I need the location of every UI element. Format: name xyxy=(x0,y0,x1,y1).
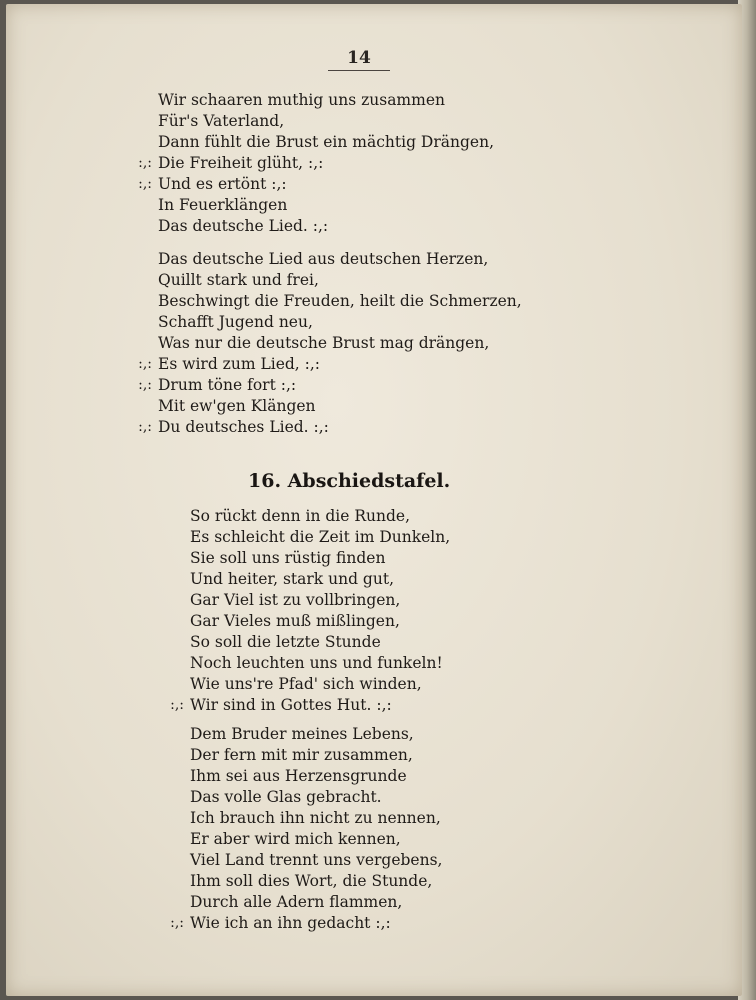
verse-text: Mit ew'gen Klängen xyxy=(158,397,316,415)
verse-text: So rückt denn in die Runde, xyxy=(190,507,410,525)
verse-line xyxy=(158,195,494,216)
verse-line xyxy=(170,695,450,716)
verse-text: Wir sind in Gottes Hut. :,: xyxy=(190,696,392,714)
verse-text: Ihm soll dies Wort, die Stunde, xyxy=(190,872,433,890)
verse-line xyxy=(190,871,442,892)
verse-line xyxy=(158,249,522,270)
verse-text: Und es ertönt :,: xyxy=(158,175,287,193)
repeat-marker: :,: xyxy=(138,356,152,372)
verse-text: Wie ich an ihn gedacht :,: xyxy=(190,914,391,932)
verse-text: Durch alle Adern flammen, xyxy=(190,893,403,911)
verse-line xyxy=(190,745,442,766)
verse-text: Es wird zum Lied, :,: xyxy=(158,355,321,373)
verse-line xyxy=(138,153,494,174)
verse-text: Beschwingt die Freuden, heilt die Schmerzen, xyxy=(158,292,522,310)
verse-line xyxy=(170,913,442,934)
verse-text: Das deutsche Lied. :,: xyxy=(158,217,329,235)
verse-line xyxy=(190,527,450,548)
verse-text: Sie soll uns rüstig finden xyxy=(190,549,386,567)
verse-line xyxy=(158,216,494,237)
verse-line xyxy=(190,766,442,787)
verse-line xyxy=(190,590,450,611)
verse-text: Er aber wird mich kennen, xyxy=(190,830,401,848)
verse-text: Gar Viel ist zu vollbringen, xyxy=(190,591,401,609)
stanza-1 xyxy=(138,90,494,237)
repeat-marker: :,: xyxy=(170,697,184,713)
verse-line xyxy=(138,174,494,195)
verse-text: Noch leuchten uns und funkeln! xyxy=(190,654,443,672)
verse-text: Das volle Glas gebracht. xyxy=(190,788,382,806)
verse-line xyxy=(190,506,450,527)
verse-text: Das deutsche Lied aus deutschen Herzen, xyxy=(158,250,489,268)
verse-line xyxy=(158,291,522,312)
stanza-4 xyxy=(170,724,443,934)
book-page xyxy=(6,4,742,996)
verse-text: Ich brauch ihn nicht zu nennen, xyxy=(190,809,441,827)
verse-text: Viel Land trennt uns vergebens, xyxy=(190,851,443,869)
verse-line xyxy=(158,333,522,354)
verse-line xyxy=(190,674,450,695)
verse-text: Schafft Jugend neu, xyxy=(158,313,313,331)
verse-text: In Feuerklängen xyxy=(158,196,288,214)
verse-text: Ihm sei aus Herzensgrunde xyxy=(190,767,407,785)
repeat-marker: :,: xyxy=(170,915,184,931)
stanza-3 xyxy=(170,506,451,716)
verse-line xyxy=(190,724,442,745)
verse-line xyxy=(190,548,450,569)
verse-text: So soll die letzte Stunde xyxy=(190,633,381,651)
verse-line xyxy=(190,632,450,653)
verse-text: Und heiter, stark und gut, xyxy=(190,570,394,588)
verse-line xyxy=(158,132,494,153)
verse-line xyxy=(138,354,522,375)
verse-line xyxy=(138,375,522,396)
verse-line xyxy=(190,569,450,590)
repeat-marker: :,: xyxy=(138,419,152,435)
verse-line xyxy=(190,611,450,632)
verse-line xyxy=(190,808,442,829)
verse-text: Der fern mit mir zusammen, xyxy=(190,746,413,764)
repeat-marker: :,: xyxy=(138,377,152,393)
verse-line xyxy=(158,90,494,111)
verse-line xyxy=(138,417,522,438)
verse-line xyxy=(158,270,522,291)
page-number: 14 xyxy=(328,48,390,71)
verse-text: Gar Vieles muß mißlingen, xyxy=(190,612,400,630)
verse-text: Es schleicht die Zeit im Dunkeln, xyxy=(190,528,451,546)
verse-line xyxy=(190,829,442,850)
repeat-marker: :,: xyxy=(138,176,152,192)
verse-text: Dem Bruder meines Lebens, xyxy=(190,725,414,743)
verse-line xyxy=(190,653,450,674)
song-title: 16. Abschiedstafel. xyxy=(248,470,451,492)
verse-line xyxy=(190,787,442,808)
verse-text: Für's Vaterland, xyxy=(158,112,285,130)
verse-line xyxy=(158,396,522,417)
verse-text: Drum töne fort :,: xyxy=(158,376,297,394)
verse-line xyxy=(158,312,522,333)
verse-line xyxy=(190,892,442,913)
verse-text: Wir schaaren muthig uns zusammen xyxy=(158,91,445,109)
repeat-marker: :,: xyxy=(138,155,152,171)
verse-text: Wie uns're Pfad' sich winden, xyxy=(190,675,422,693)
verse-text: Was nur die deutsche Brust mag drängen, xyxy=(158,334,490,352)
verse-line xyxy=(158,111,494,132)
verse-text: Quillt stark und frei, xyxy=(158,271,319,289)
verse-text: Dann fühlt die Brust ein mächtig Drängen, xyxy=(158,133,494,151)
verse-line xyxy=(190,850,442,871)
verse-text: Die Freiheit glüht, :,: xyxy=(158,154,324,172)
stanza-2 xyxy=(138,249,522,438)
verse-text: Du deutsches Lied. :,: xyxy=(158,418,329,436)
